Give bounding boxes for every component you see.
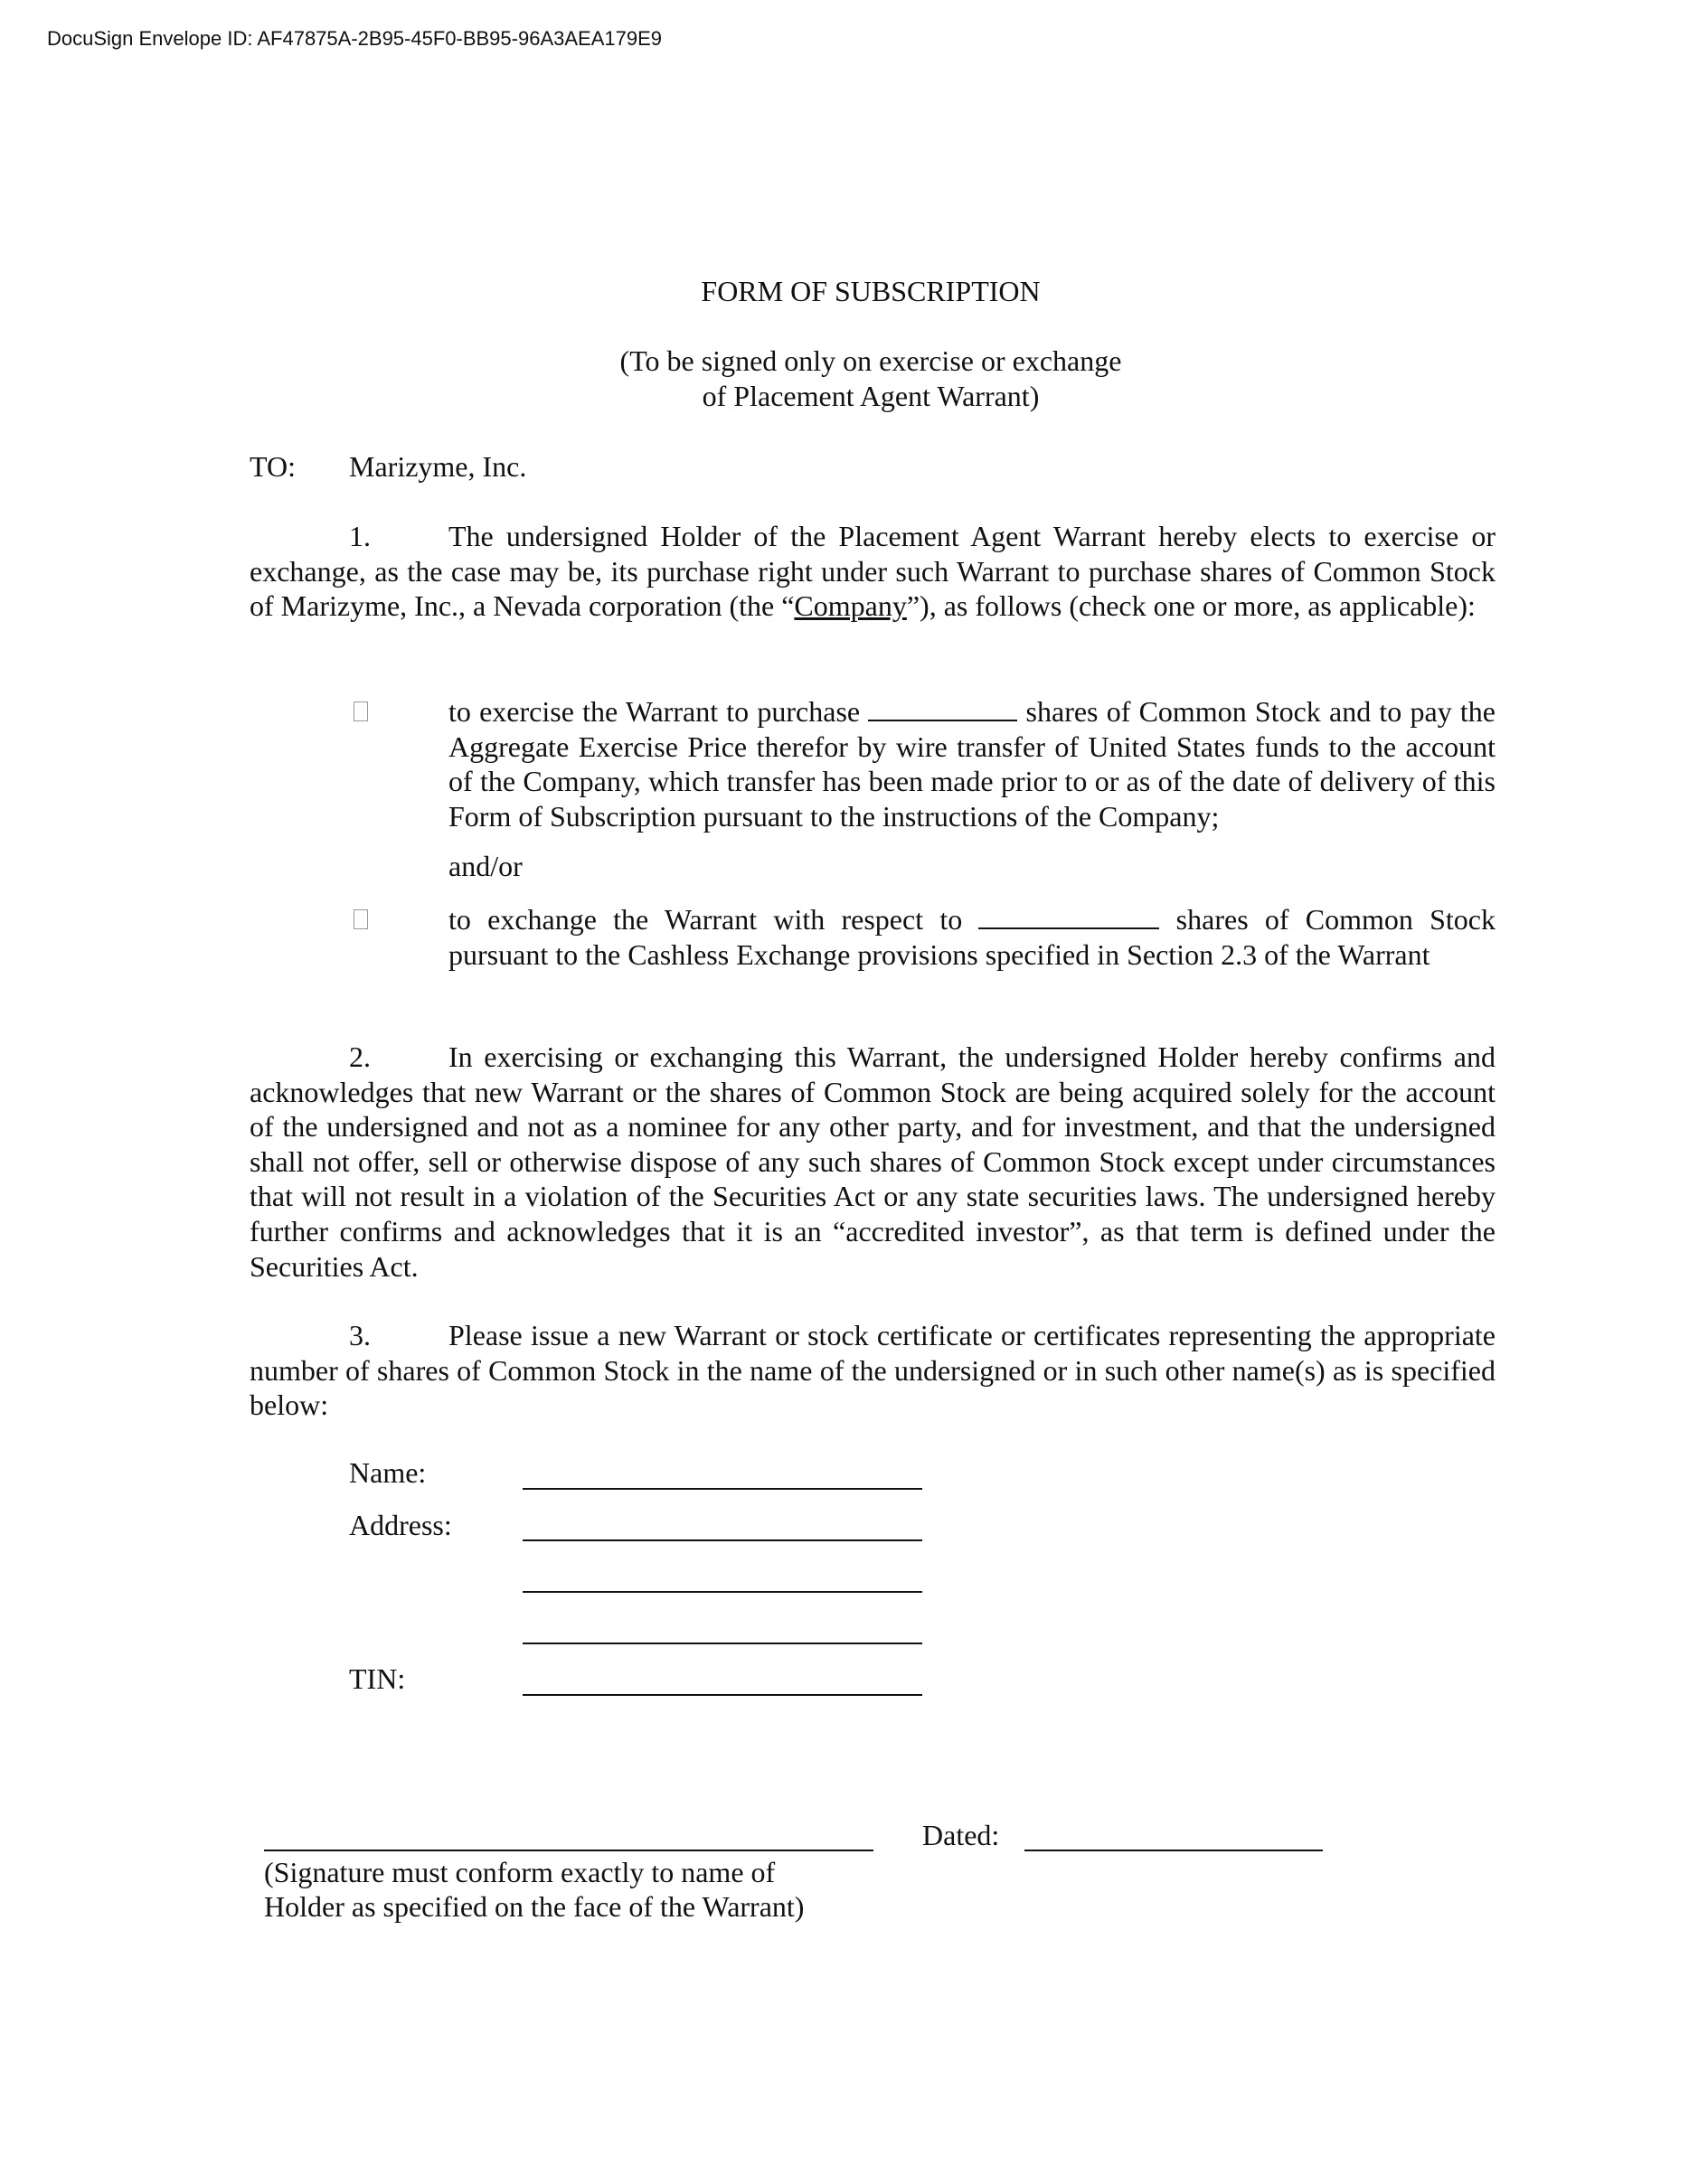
address-label: Address: — [349, 1509, 452, 1541]
subtitle-line1: (To be signed only on exercise or exchange — [619, 344, 1122, 377]
option-exercise — [448, 692, 1496, 833]
option2-text-end: shares of Common Stock pursuant to the Cashless Exchange provisions specified in Section 2.3 of the Warrant — [448, 903, 1496, 971]
signature-note-line1: (Signature must conform exactly to name of — [264, 1856, 776, 1888]
signature-note-line2: Holder as specified on the face of the Warrant) — [264, 1890, 805, 1923]
exchange-checkbox[interactable] — [354, 909, 368, 929]
envelope-id: DocuSign Envelope ID: AF47875A-2B95-45F0-BB95-96A3AEA179E9 — [47, 27, 662, 50]
page-title: FORM OF SUBSCRIPTION — [701, 275, 1041, 307]
para3-number: 3. — [349, 1319, 371, 1351]
paragraph-3 — [250, 1318, 1496, 1423]
para2-number: 2. — [349, 1040, 371, 1073]
para1-text-end: ”), as follows (check one or more, as applicable): — [906, 589, 1476, 623]
name-field[interactable] — [523, 1488, 922, 1490]
address-field-3[interactable] — [523, 1643, 922, 1644]
paragraph-2 — [250, 1040, 1496, 1284]
para2-text: In exercising or exchanging this Warrant, the undersigned Holder hereby confirms and acknowledges that new Warrant or the shares of Common Stock are being acquired solely for the account of the undersigned and not as a nominee for any other party, and for investment, and that the undersigned shall not offer, sell or otherwise dispose of any such shares of Common Stock except under circumstances that will not result in a violation of the Securities Act or any state securities laws. The undersigned hereby further confirms and acknowledges that it is an “accredited investor”, as that term is defined under the Securities Act. — [250, 1040, 1496, 1283]
dated-field[interactable] — [1024, 1850, 1323, 1851]
exchange-shares-blank[interactable] — [978, 900, 1159, 929]
option-exchange — [448, 900, 1496, 972]
address-field-1[interactable] — [523, 1539, 922, 1541]
paragraph-1 — [250, 519, 1496, 624]
para1-text: The undersigned Holder of the Placement Agent Warrant hereby elects to exercise or exchange, as the case may be, its purchase right under such Warrant to purchase shares of Common Stock of Marizyme, Inc., a Nevada corporation (the “ — [250, 520, 1496, 623]
dated-label: Dated: — [922, 1819, 1000, 1851]
subtitle-line2: of Placement Agent Warrant) — [702, 380, 1040, 412]
to-value: Marizyme, Inc. — [349, 450, 527, 483]
name-label: Name: — [349, 1456, 427, 1489]
option1-text-end: shares of Common Stock and to pay the Aggregate Exercise Price therefor by wire transfer of United States funds to the account of the Company, which transfer has been made prior to or as of the date of delivery of this Form of Subscription pursuant to the instructions of the Company; — [448, 695, 1496, 833]
to-label: TO: — [250, 450, 296, 483]
option1-text: to exercise the Warrant to purchase — [448, 695, 869, 728]
tin-field[interactable] — [523, 1694, 922, 1696]
and-or: and/or — [448, 850, 523, 882]
defined-term: Company — [794, 589, 907, 623]
option2-text: to exchange the Warrant with respect to — [448, 903, 979, 936]
tin-label: TIN: — [349, 1662, 406, 1695]
signature-field[interactable] — [264, 1850, 873, 1851]
para3-text: Please issue a new Warrant or stock certificate or certificates representing the appropriate number of shares of Common Stock in the name of the undersigned or in such other name(s) as is specified below: — [250, 1319, 1496, 1422]
exercise-checkbox[interactable] — [354, 701, 368, 721]
exercise-shares-blank[interactable] — [868, 692, 1017, 721]
address-field-2[interactable] — [523, 1591, 922, 1593]
para1-number: 1. — [349, 520, 371, 552]
